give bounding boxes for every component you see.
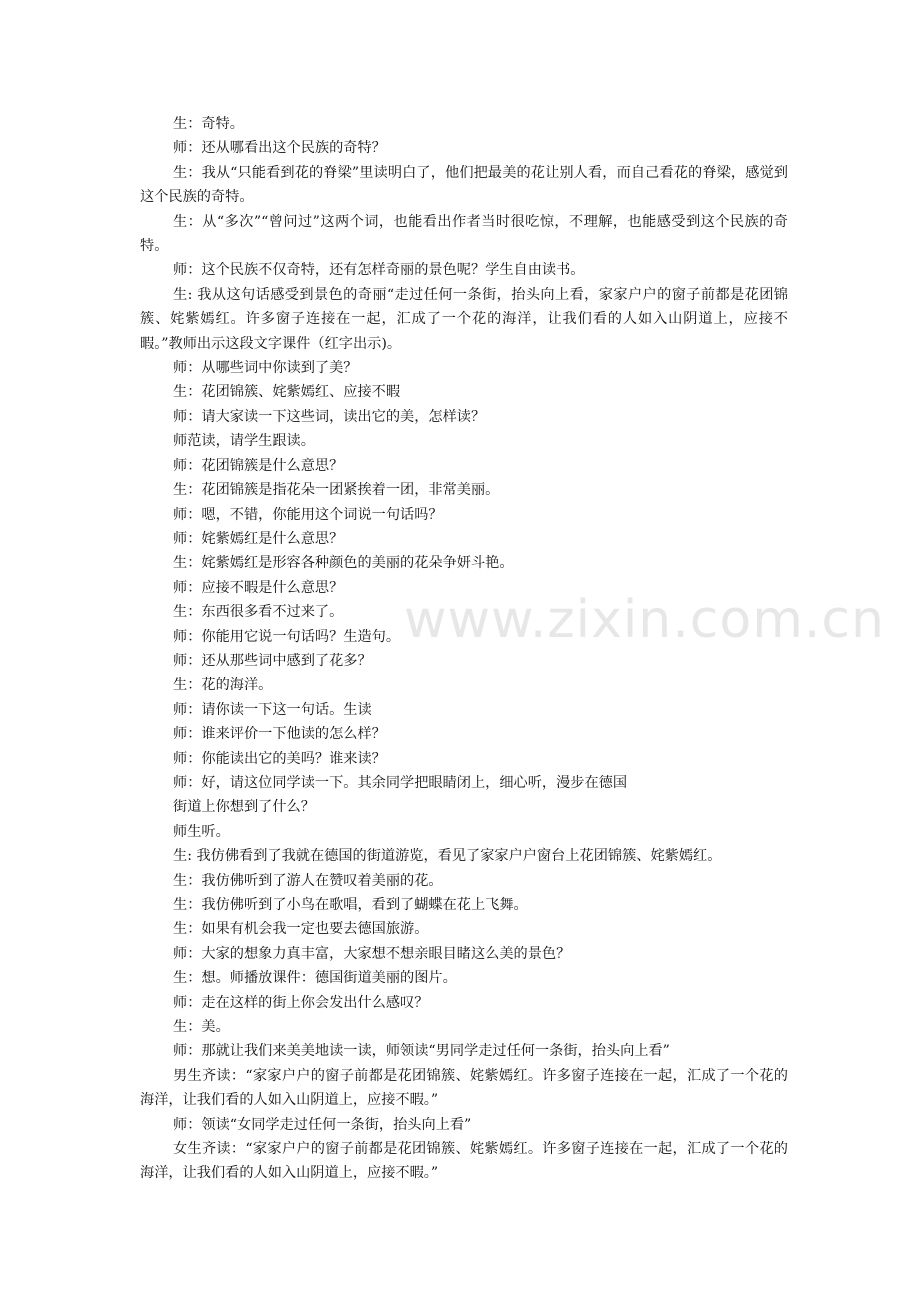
dialogue-line: 生：东西很多看不过来了。 xyxy=(173,604,344,621)
dialogue-line: 生: 我从这句话感受到景色的奇丽“走过任何一条街，抬头向上看，家家户户的窗子前都是花团锦簇、姹紫嫣红。许多窗子连接在一起，汇成了一个花的海洋，让我们看的人如入山阴道上，应接不暇。”教师出示这段文字课件（红字出示)。 xyxy=(140,286,788,352)
dialogue-line: 师：应接不暇是什么意思？ xyxy=(173,579,344,596)
dialogue-line: 师范读，请学生跟读。 xyxy=(173,433,315,450)
dialogue-line: 女生齐读：“家家户户的窗子前都是花团锦簇、姹紫嫣红。许多窗子连接在一起，汇成了一个花的海洋，让我们看的人如入山阴道上，应接不暇。” xyxy=(140,1141,788,1182)
dialogue-line: 街道上你想到了什么？ xyxy=(173,799,315,816)
dialogue-line: 师：请大家读一下这些词，读出它的美，怎样读？ xyxy=(173,408,486,425)
dialogue-line: 师：请你读一下这一句话。生读 xyxy=(173,701,372,718)
dialogue-line: 师：走在这样的街上你会发出什么感叹？ xyxy=(173,994,429,1011)
watermark: www.zixin.com.cn xyxy=(404,590,885,650)
dialogue-line: 生：我仿佛听到了小鸟在歌唱，看到了蝴蝶在花上飞舞。 xyxy=(173,897,528,913)
dialogue-line: 男生齐读：“家家户户的窗子前都是花团锦簇、姹紫嫣红。许多窗子连接在一起，汇成了一个花的海洋，让我们看的人如入山阴道上，应接不暇。” xyxy=(140,1067,788,1109)
dialogue-line: 师：还从哪看出这个民族的奇特？ xyxy=(173,140,386,157)
lesson-transcript xyxy=(140,112,788,1186)
dialogue-line: 生：如果有机会我一定也要去德国旅游。 xyxy=(173,921,429,938)
dialogue-line: 生：我从“只能看到花的脊梁”里读明白了，他们把最美的花让别人看，而自己看花的脊梁，感觉到这个民族的奇特。 xyxy=(140,164,788,206)
dialogue-line: 师：嗯，不错，你能用这个词说一句话吗？ xyxy=(173,506,443,523)
dialogue-line: 生：花的海洋。 xyxy=(173,677,273,694)
dialogue-line: 生：花团锦簇、姹紫嫣红、应接不暇 xyxy=(173,384,401,401)
dialogue-line: 师：你能用它说一句话吗？生造句。 xyxy=(173,628,401,645)
dialogue-line: 师：这个民族不仅奇特，还有怎样奇丽的景色呢？学生自由读书。 xyxy=(173,262,585,279)
dialogue-line: 师：姹紫嫣红是什么意思？ xyxy=(173,530,344,547)
dialogue-line: 生：我仿佛听到了游人在赞叹着美丽的花。 xyxy=(173,872,443,889)
dialogue-line: 师：好，请这位同学读一下。其余同学把眼睛闭上，细心听，漫步在德国 xyxy=(173,774,628,791)
dialogue-line: 生：想。师播放课件：德国街道美丽的图片。 xyxy=(173,970,457,987)
dialogue-line: 师：从哪些词中你读到了美？ xyxy=(173,360,358,377)
dialogue-line: 生：从“多次”“曾问过”这两个词，也能看出作者当时很吃惊，不理解，也能感受到这个民族的奇特。 xyxy=(140,213,788,255)
dialogue-line: 生：奇特。 xyxy=(173,116,244,132)
dialogue-line: 师：那就让我们来美美地读一读，师领读“男同学走过任何一条街，抬头向上看” xyxy=(173,1043,670,1060)
dialogue-line: 生: 我仿佛看到了我就在德国的街道游览，看见了家家户户窗台上花团锦簇、姹紫嫣红。 xyxy=(173,848,722,865)
dialogue-line: 生：花团锦簇是指花朵一团紧挨着一团，非常美丽。 xyxy=(173,482,500,499)
dialogue-line: 师：谁来评价一下他读的怎么样？ xyxy=(173,726,386,743)
dialogue-line: 生：姹紫嫣红是形容各种颜色的美丽的花朵争妍斗艳。 xyxy=(173,555,514,572)
dialogue-line: 师生听。 xyxy=(173,823,230,840)
dialogue-line: 师：大家的想象力真丰富，大家想不想亲眼目睹这么美的景色？ xyxy=(173,945,571,962)
dialogue-line: 师：还从那些词中感到了花多？ xyxy=(173,652,372,669)
dialogue-line: 师：领读“女同学走过任何一条街，抬头向上看” xyxy=(173,1116,472,1133)
dialogue-line: 师：你能读出它的美吗？谁来读？ xyxy=(173,750,386,767)
dialogue-line: 生：美。 xyxy=(173,1019,230,1036)
dialogue-line: 师：花团锦簇是什么意思？ xyxy=(173,457,344,474)
